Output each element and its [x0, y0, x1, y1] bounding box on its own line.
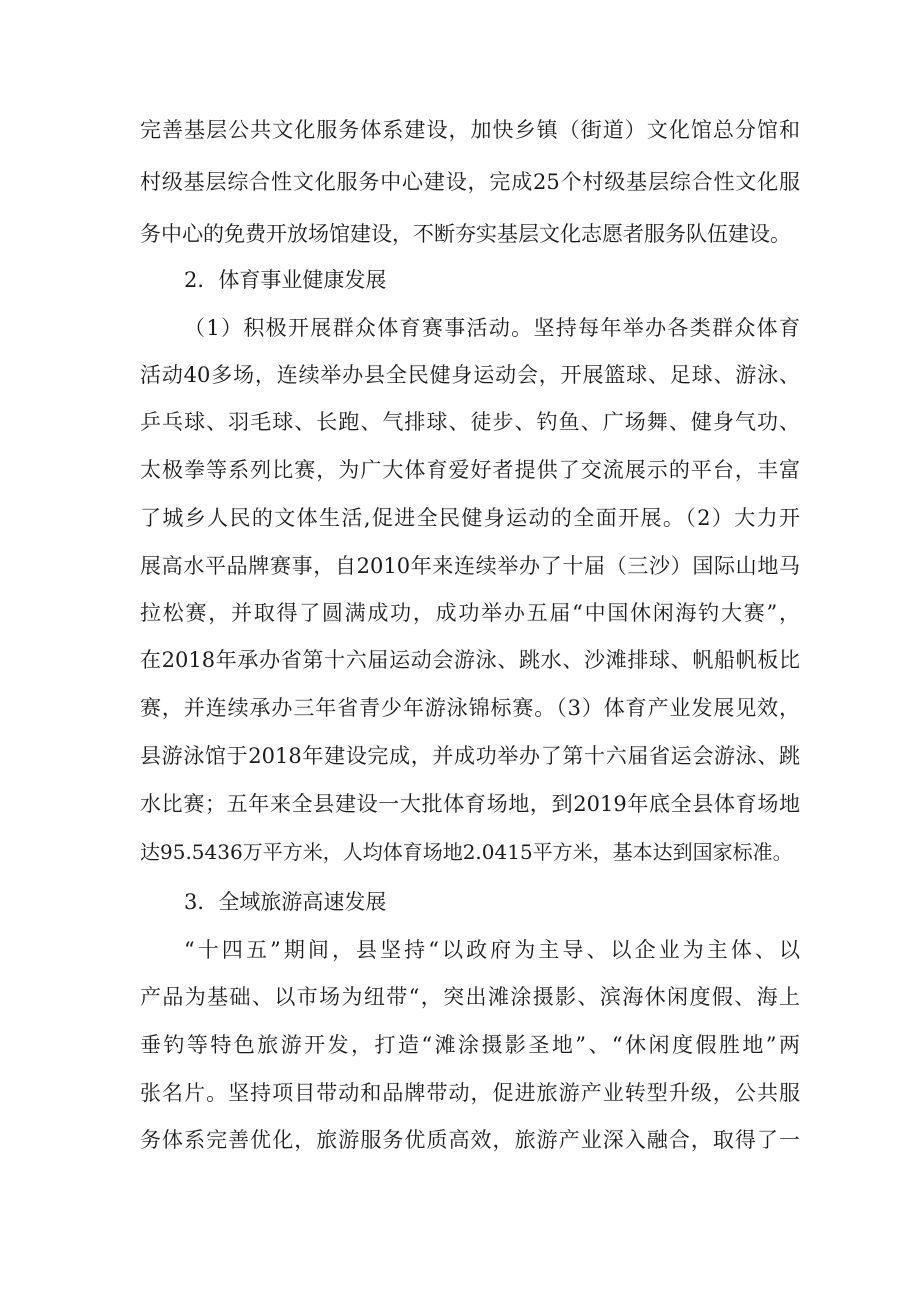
- paragraph-line: 产品为基础、以市场为纽带“，突出滩涂摄影、滨海休闲度假、海上: [140, 985, 800, 1009]
- paragraph-line: 赛，并连续承办三年省青少年游泳锦标赛。（3）体育产业发展见效，: [140, 696, 800, 720]
- section-heading: 2．体育事业健康发展: [184, 268, 387, 292]
- paragraph-line: 达95.5436万平方米，人均体育场地2.0415平方米，基本达到国家标准。: [140, 840, 793, 864]
- paragraph-line: 务中心的免费开放场馆建设，不断夯实基层文化志愿者服务队伍建设。: [140, 222, 791, 246]
- paragraph-line: 了城乡人民的文体生活,促进全民健身运动的全面开展。（2）大力开: [140, 506, 800, 530]
- paragraph-line: （1）积极开展群众体育赛事活动。坚持每年举办各类群众体育: [184, 316, 800, 340]
- paragraph-line: 太极拳等系列比赛，为广大体育爱好者提供了交流展示的平台，丰富: [140, 458, 800, 482]
- section-heading: 3．全域旅游高速发展: [184, 890, 387, 914]
- paragraph-line: 拉松赛，并取得了圆满成功，成功举办五届“中国休闲海钓大赛”，: [140, 601, 800, 625]
- paragraph-line: 活动40多场，连续举办县全民健身运动会，开展篮球、足球、游泳、: [140, 363, 800, 387]
- paragraph-line: 水比赛；五年来全县建设一大批体育场地，到2019年底全县体育场地: [140, 792, 800, 816]
- paragraph-line: 村级基层综合性文化服务中心建设，完成25个村级基层综合性文化服: [140, 170, 800, 194]
- paragraph-line: 务体系完善优化，旅游服务优质高效，旅游产业深入融合，取得了一: [140, 1128, 800, 1152]
- paragraph-line: 张名片。坚持项目带动和品牌带动，促进旅游产业转型升级，公共服: [140, 1081, 800, 1105]
- paragraph-line: 展高水平品牌赛事，自2010年来连续举办了十届（三沙）国际山地马: [140, 554, 800, 578]
- paragraph-line: 在2018年承办省第十六届运动会游泳、跳水、沙滩排球、帆船帆板比: [140, 648, 800, 672]
- paragraph-line: 县游泳馆于2018年建设完成，并成功举办了第十六届省运会游泳、跳: [140, 744, 800, 768]
- paragraph-line: 垂钓等特色旅游开发，打造“滩涂摄影圣地”、“休闲度假胜地”两: [140, 1033, 800, 1057]
- paragraph-line: 乒乓球、羽毛球、长跑、气排球、徒步、钓鱼、广场舞、健身气功、: [140, 410, 800, 434]
- paragraph-line: 完善基层公共文化服务体系建设，加快乡镇（街道）文化馆总分馆和: [140, 118, 800, 142]
- paragraph-line: “十四五”期间，县坚持“以政府为主导、以企业为主体、以: [184, 938, 800, 962]
